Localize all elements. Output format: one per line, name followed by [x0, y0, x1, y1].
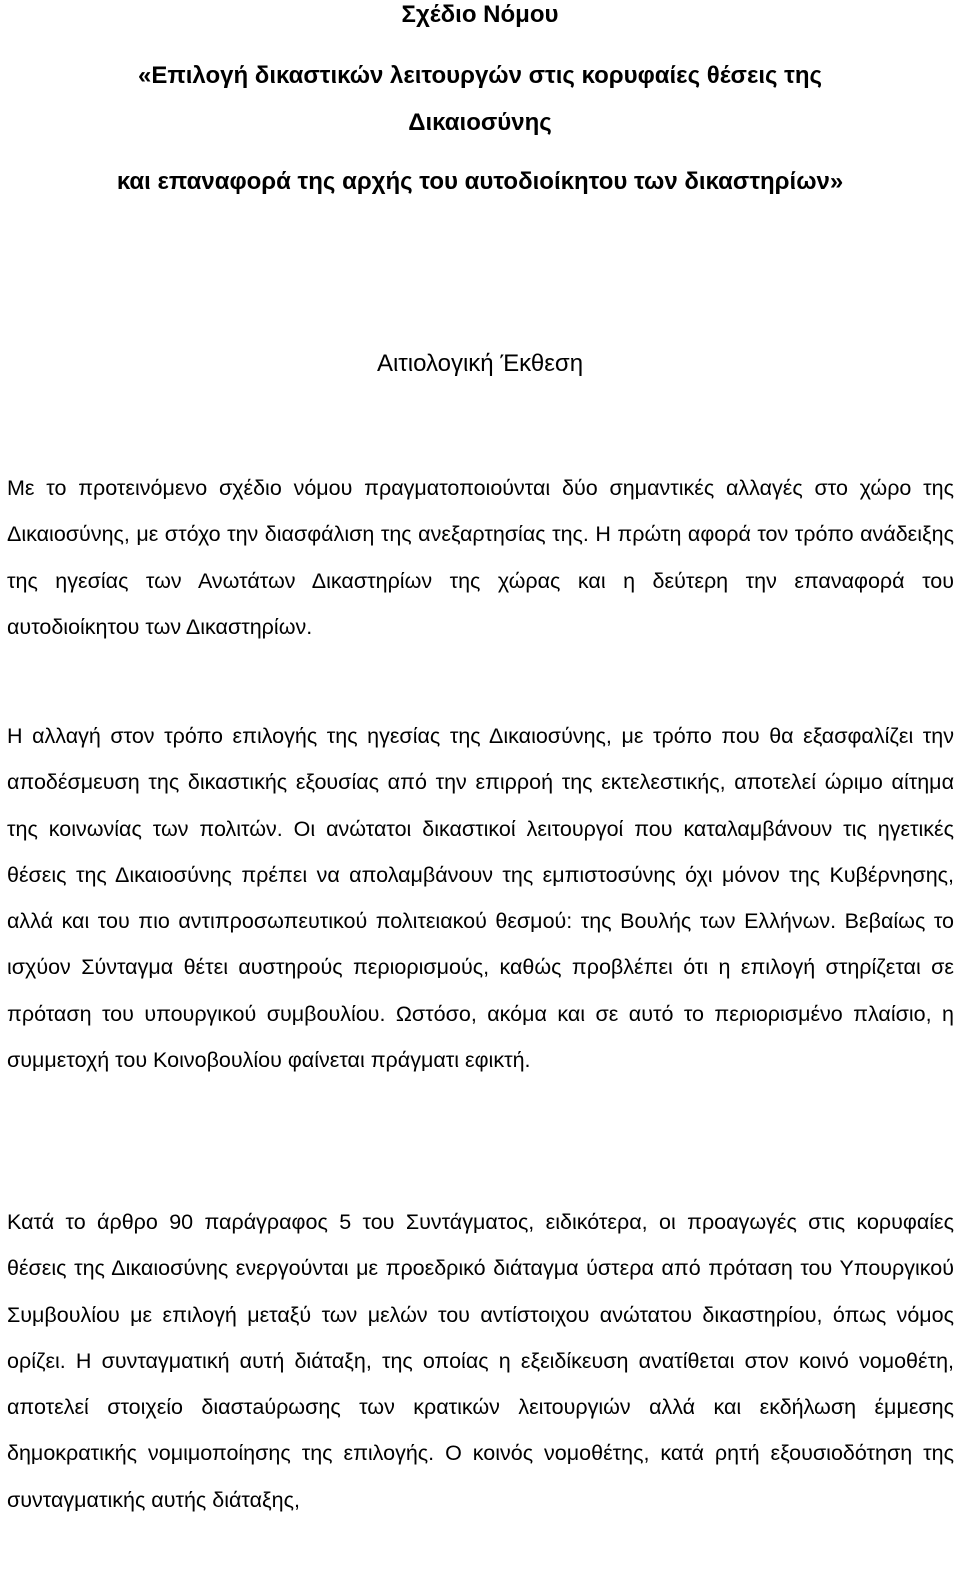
bill-title-line-1: «Επιλογή δικαστικών λειτουργών στις κορυφαίες θέσεις της — [138, 62, 822, 89]
paragraph-2: Η αλλαγή στον τρόπο επιλογής της ηγεσίας της Δικαιοσύνης, με τρόπο που θα εξασφαλίζει την αποδέσμευση της δικαστικής εξουσίας από την επιρροή της εκτελεστικής, αποτελεί ώριμο αίτημα της κοινωνίας των πολιτών. Οι ανώτατοι δικαστικοί λειτουργοί που καταλαμβάνουν τις ηγετικές θέσεις της Δικαιοσύνης πρέπει να απολαμβάνουν της εμπιστοσύνης όχι μόνον της Κυβέρνησης, αλλά και του πιο αντιπροσωπευτικού πολιτειακού θεσμού: της Βουλής των Ελλήνων. Βεβαίως το ισχύον Σύνταγμα θέτει αυστηρούς περιορισμούς, καθώς προβλέπει ότι η επιλογή στηρίζεται σε πρόταση του υπουργικού συμβουλίου. Ωστόσο, ακόμα και σε αυτό το περιορισμένο πλαίσιο, η συμμετοχή του Κοινοβουλίου φαίνεται πράγματι εφικτή. — [7, 724, 954, 1073]
bill-title-line-2: Δικαιοσύνης — [408, 109, 552, 136]
bill-title-line-3: και επαναφορά της αρχής του αυτοδιοίκητου των δικαστηρίων» — [116, 168, 844, 195]
section-heading: Αιτιολογική Έκθεση — [376, 350, 584, 377]
document-title: Σχέδιο Νόμου — [401, 1, 559, 28]
paragraph-1: Με το προτεινόμενο σχέδιο νόμου πραγματοποιούνται δύο σημαντικές αλλαγές στο χώρο της Δικαιοσύνης, με στόχο την διασφάλιση της ανεξαρτησίας της. Η πρώτη αφορά τον τρόπο ανάδειξης της ηγεσίας των Ανωτάτων Δικαστηρίων της χώρας και η δεύτερη την επαναφορά του αυτοδιοίκητου των Δικαστηρίων. — [7, 476, 954, 639]
paragraph-3: Κατά το άρθρο 90 παράγραφος 5 του Συντάγματος, ειδικότερα, οι προαγωγές στις κορυφαίες θέσεις της Δικαιοσύνης ενεργούνται με προεδρικό διάταγμα ύστερα από πρόταση του Υπουργικού Συμβουλίου με επιλογή μεταξύ των μελών του αντίστοιχου ανώτατου δικαστηρίου, όπως νόμος ορίζει. Η συνταγματική αυτή διάταξη, της οποίας η εξειδίκευση ανατίθεται στον κοινό νομοθέτη, αποτελεί στοιχείο διαστaύρωσης των κρατικών λειτουργιών αλλά και εκδήλωση έμμεσης δημοκρατικής νομιμοποίησης της επιλογής. Ο κοινός νομοθέτης, κατά ρητή εξουσιοδότηση της συνταγματικής αυτής διάταξης, — [7, 1210, 954, 1512]
